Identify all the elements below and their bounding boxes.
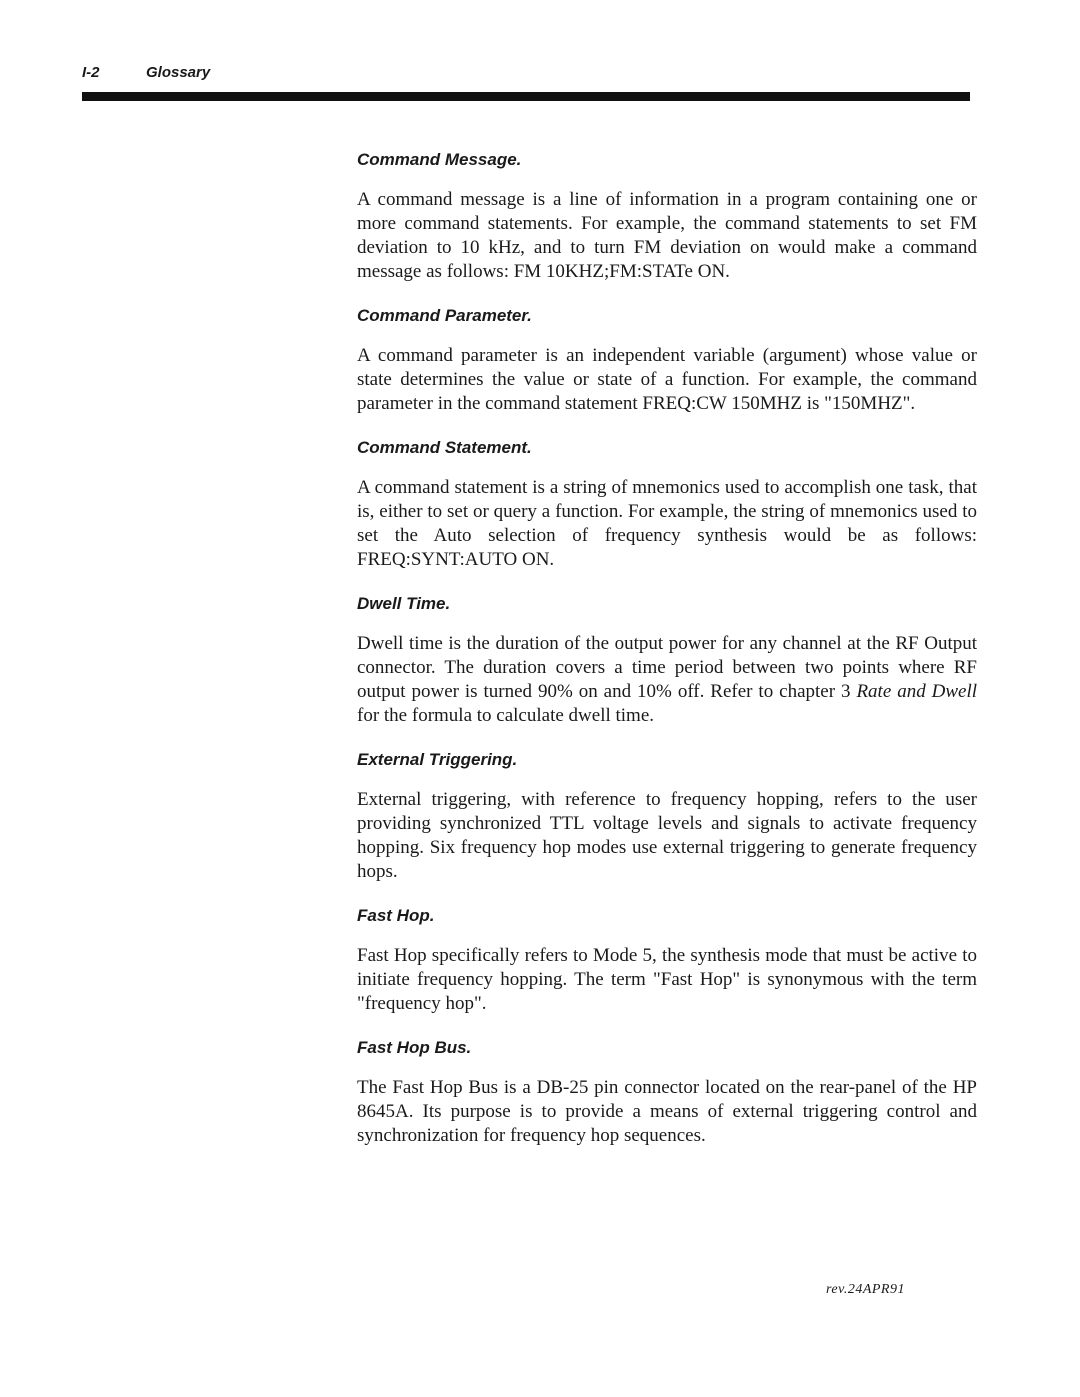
glossary-entry-dwell-time	[357, 594, 977, 728]
header-rule	[82, 92, 970, 101]
glossary-definition	[357, 632, 977, 728]
chapter-reference: Rate and Dwell	[856, 681, 978, 702]
page-header	[82, 64, 982, 88]
glossary-definition: A command parameter is an independent variable (argument) whose value or state determines the value or state of a function. For example, the command parameter in the command statement FREQ:CW 150MHZ is "150MHZ".	[357, 345, 977, 414]
glossary-term: Command Statement.	[357, 438, 532, 457]
glossary-term: Command Parameter.	[357, 306, 532, 325]
revision-label: rev.24APR91	[826, 1282, 905, 1297]
glossary-entry-command-statement	[357, 438, 977, 572]
definition-text: for the formula to calculate dwell time.	[357, 705, 655, 726]
definition-text: Dwell time is the duration of the output power for any channel at the RF Output connector. The duration covers a time period between two points where RF output power is turned 90% on and 10% off. Refer to chapter 3	[357, 633, 977, 702]
glossary-content	[357, 150, 977, 1170]
glossary-entry-fast-hop-bus	[357, 1038, 977, 1148]
glossary-entry-external-triggering	[357, 750, 977, 884]
glossary-definition: A command message is a line of information in a program containing one or more command statements. For example, the command statements to set FM deviation to 10 kHz, and to turn FM deviation on would make a command message as follows: FM 10KHZ;FM:STATe ON.	[357, 189, 977, 282]
glossary-entry-fast-hop	[357, 906, 977, 1016]
glossary-term: Command Message.	[357, 150, 522, 169]
glossary-definition: External triggering, with reference to frequency hopping, refers to the user providing synchronized TTL voltage levels and signals to activate frequency hopping. Six frequency hop modes use external triggering to generate frequency hops.	[357, 789, 977, 882]
glossary-term: Dwell Time.	[357, 594, 451, 613]
glossary-entry-command-message	[357, 150, 977, 284]
glossary-definition: The Fast Hop Bus is a DB-25 pin connector located on the rear-panel of the HP 8645A. Its purpose is to provide a means of external triggering control and synchronization for frequency hop sequences.	[357, 1077, 977, 1146]
glossary-term: Fast Hop Bus.	[357, 1038, 472, 1057]
glossary-definition: A command statement is a string of mnemonics used to accomplish one task, that is, either to set or query a function. For example, the string of mnemonics used to set the Auto selection of frequency synthesis would be as follows: FREQ:SYNT:AUTO ON.	[357, 477, 977, 570]
glossary-term: Fast Hop.	[357, 906, 435, 925]
section-title: Glossary	[146, 64, 211, 81]
page-number: I-2	[82, 64, 100, 81]
glossary-entry-command-parameter	[357, 306, 977, 416]
glossary-term: External Triggering.	[357, 750, 518, 769]
glossary-definition: Fast Hop specifically refers to Mode 5, the synthesis mode that must be active to initiate frequency hopping. The term "Fast Hop" is synonymous with the term "frequency hop".	[357, 945, 977, 1014]
